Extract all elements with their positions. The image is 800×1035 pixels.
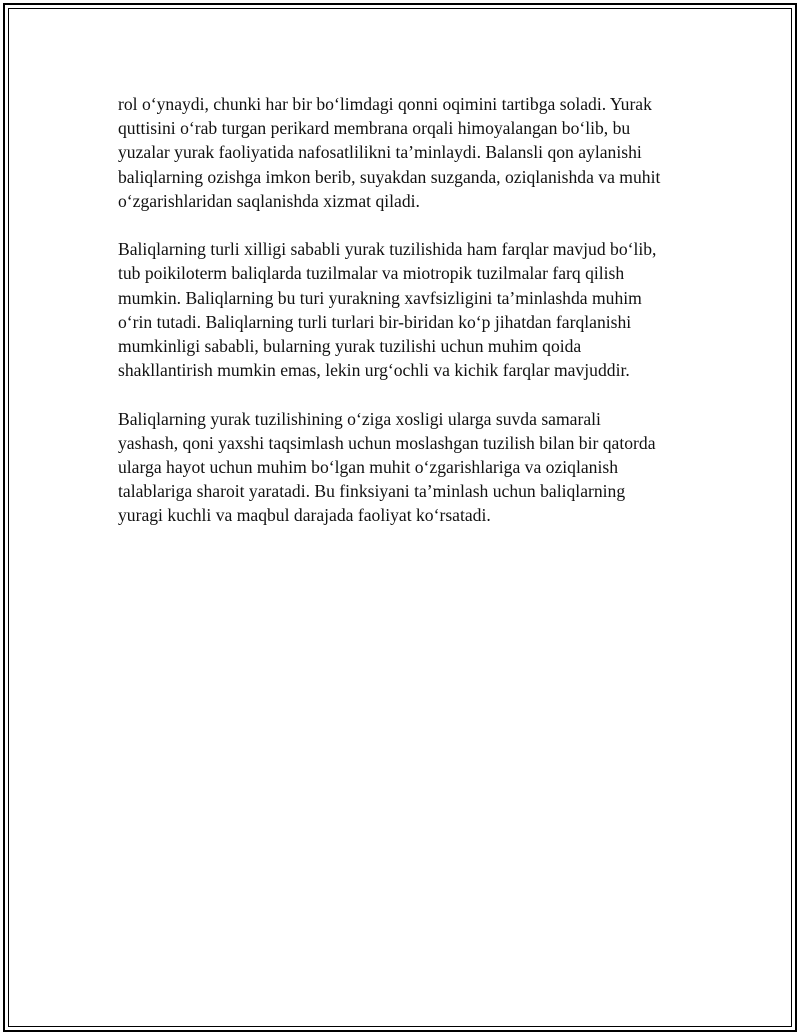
text-line: mumkinligi sababli, bularning yurak tuzilishi uchun muhim qoida [118, 336, 582, 357]
text-line: o‘zgarishlaridan saqlanishda xizmat qiladi. [118, 190, 420, 211]
paragraph-2 [118, 237, 698, 382]
text-line: Baliqlarning yurak tuzilishining o‘ziga xosligi ularga suvda samarali [118, 408, 601, 429]
text-line: yuragi kuchli va maqbul darajada faoliyat ko‘rsatadi. [118, 505, 491, 526]
text-line: quttisini o‘rab turgan perikard membrana orqali himoyalangan bo‘lib, bu [118, 118, 631, 139]
text-line: mumkin. Baliqlarning bu turi yurakning xavfsizligini ta’minlashda muhim [118, 287, 642, 308]
text-line: baliqlarning ozishga imkon berib, suyakdan suzganda, oziqlanishda va muhit [118, 166, 661, 187]
text-line: tub poikiloterm baliqlarda tuzilmalar va miotropik tuzilmalar farq qilish [118, 263, 625, 284]
paragraph-1 [118, 92, 698, 213]
text-line: yashash, qoni yaxshi taqsimlash uchun moslashgan tuzilish bilan bir qatorda [118, 432, 656, 453]
text-line: shakllantirish mumkin emas, lekin urg‘ochli va kichik farqlar mavjuddir. [118, 360, 630, 381]
paragraph-3 [118, 407, 698, 528]
text-line: o‘rin tutadi. Baliqlarning turli turlari bir-biridan ko‘p jihatdan farqlanishi [118, 311, 632, 332]
text-line: ularga hayot uchun muhim bo‘lgan muhit o‘zgarishlariga va oziqlanish [118, 457, 618, 478]
document-body [118, 92, 698, 552]
text-line: yuzalar yurak faoliyatida nafosatlilikni ta’minlaydi. Balansli qon aylanishi [118, 142, 642, 163]
text-line: talablariga sharoit yaratadi. Bu finksiyani ta’minlash uchun baliqlarning [118, 481, 626, 502]
text-line: Baliqlarning turli xilligi sababli yurak tuzilishida ham farqlar mavjud bo‘lib, [118, 239, 657, 260]
text-line: rol o‘ynaydi, chunki har bir bo‘limdagi qonni oqimini tartibga soladi. Yurak [118, 94, 652, 114]
